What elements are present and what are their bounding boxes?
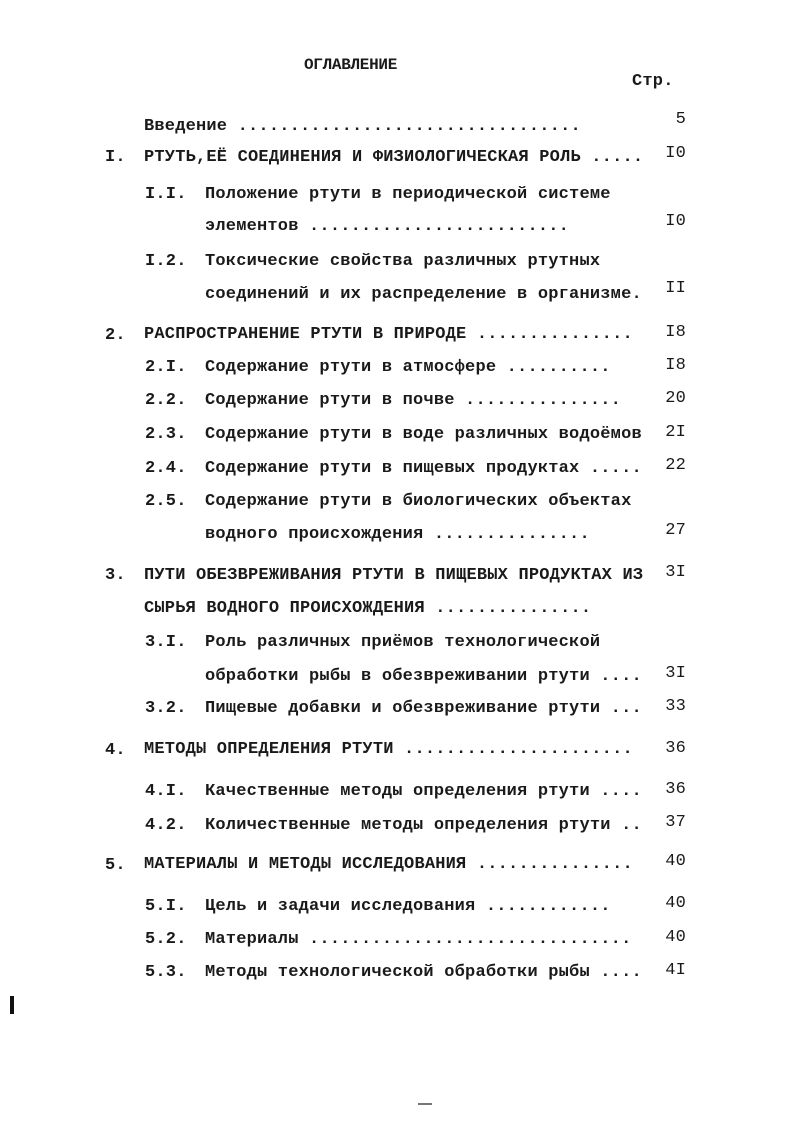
toc-entry-title: Пищевые добавки и обезвреживание ртути ...	[205, 699, 642, 718]
toc-entry-page: I8	[665, 323, 686, 342]
toc-entry-number: 4.	[105, 741, 126, 760]
bottom-dash	[418, 1103, 432, 1105]
toc-entry-page: II	[665, 279, 686, 298]
toc-entry-page: 40	[665, 928, 686, 947]
toc-entry-title: РАСПРОСТРАНЕНИЕ РТУТИ В ПРИРОДЕ ...............	[144, 325, 633, 344]
toc-entry-number: 2.3.	[145, 425, 187, 444]
toc-entry-title: Роль различных приёмов технологической	[205, 633, 601, 652]
toc-entry-number: 5.	[105, 856, 126, 875]
toc-entry-number: I.	[105, 148, 126, 167]
toc-entry-page: I8	[665, 356, 686, 375]
page-column-label: Стр.	[632, 72, 674, 91]
page-title: ОГЛАВЛЕНИЕ	[304, 56, 398, 74]
toc-entry-number: 2.	[105, 326, 126, 345]
toc-entry-title: Методы технологической обработки рыбы ....	[205, 963, 642, 982]
toc-entry-title: Содержание ртути в пищевых продуктах .....	[205, 459, 642, 478]
toc-entry-number: 2.5.	[145, 492, 187, 511]
toc-entry-title-cont: обработки рыбы в обезвреживании ртути ....	[205, 667, 642, 686]
toc-entry-page: 22	[665, 456, 686, 475]
toc-entry-title: Положение ртути в периодической системе	[205, 185, 611, 204]
toc-entry-title-cont: соединений и их распределение в организме.	[205, 285, 642, 304]
toc-entry-number: 3.2.	[145, 699, 187, 718]
toc-entry-number: 3.	[105, 566, 126, 585]
toc-entry-title: ПУТИ ОБЕЗВРЕЖИВАНИЯ РТУТИ В ПИЩЕВЫХ ПРОДУКТАХ ИЗ	[144, 566, 644, 585]
toc-entry-page: 40	[665, 894, 686, 913]
margin-mark	[10, 996, 14, 1014]
toc-entry-title: Содержание ртути в почве ...............	[205, 391, 622, 410]
toc-entry-number: 4.2.	[145, 816, 187, 835]
toc-entry-number: I.2.	[145, 252, 187, 271]
toc-entry-title: Содержание ртути в атмосфере ..........	[205, 358, 611, 377]
toc-entry-page: 4I	[665, 961, 686, 980]
toc-entry-page: 2I	[665, 423, 686, 442]
toc-entry-title: Количественные методы определения ртути ..	[205, 816, 642, 835]
toc-entry-title-cont: водного происхождения ...............	[205, 525, 590, 544]
toc-entry-title: Содержание ртути в воде различных водоёмов	[205, 425, 642, 444]
toc-entry-number: 4.I.	[145, 782, 187, 801]
toc-entry-title: Токсические свойства различных ртутных	[205, 252, 601, 271]
toc-entry-number: 5.2.	[145, 930, 187, 949]
toc-entry-title: Материалы ...............................	[205, 930, 632, 949]
toc-entry-title: Качественные методы определения ртути ....	[205, 782, 642, 801]
toc-entry-title-cont: СЫРЬЯ ВОДНОГО ПРОИСХОЖДЕНИЯ ...............	[144, 599, 592, 618]
toc-entry-number: 5.I.	[145, 897, 187, 916]
toc-entry-page: 36	[665, 780, 686, 799]
toc-entry-page: 37	[665, 813, 686, 832]
toc-entry-page: I0	[665, 212, 686, 231]
toc-entry-title: МЕТОДЫ ОПРЕДЕЛЕНИЯ РТУТИ ......................	[144, 740, 633, 759]
toc-entry-page: 3I	[665, 664, 686, 683]
toc-entry-title: РТУТЬ,ЕЁ СОЕДИНЕНИЯ И ФИЗИОЛОГИЧЕСКАЯ РОЛЬ .....	[144, 148, 644, 167]
toc-entry-page: 3I	[665, 563, 686, 582]
toc-entry-page: 33	[665, 697, 686, 716]
toc-entry-number: 2.I.	[145, 358, 187, 377]
toc-entry-number: 5.3.	[145, 963, 187, 982]
toc-entry-title: Цель и задачи исследования ............	[205, 897, 611, 916]
toc-entry-title-cont: элементов .........................	[205, 217, 570, 236]
toc-entry-page: I0	[665, 144, 686, 163]
toc-entry-number: 2.2.	[145, 391, 187, 410]
toc-entry-number: 2.4.	[145, 459, 187, 478]
toc-entry-number: I.I.	[145, 185, 187, 204]
toc-entry-number: 3.I.	[145, 633, 187, 652]
toc-entry-page: 5	[675, 110, 686, 129]
toc-entry-title: МАТЕРИАЛЫ И МЕТОДЫ ИССЛЕДОВАНИЯ ...............	[144, 855, 633, 874]
toc-entry-page: 20	[665, 389, 686, 408]
toc-entry-page: 36	[665, 739, 686, 758]
toc-entry-page: 40	[665, 852, 686, 871]
toc-entry-title: Содержание ртути в биологических объектах	[205, 492, 632, 511]
toc-entry-title: Введение .................................	[144, 117, 581, 136]
toc-entry-page: 27	[665, 521, 686, 540]
